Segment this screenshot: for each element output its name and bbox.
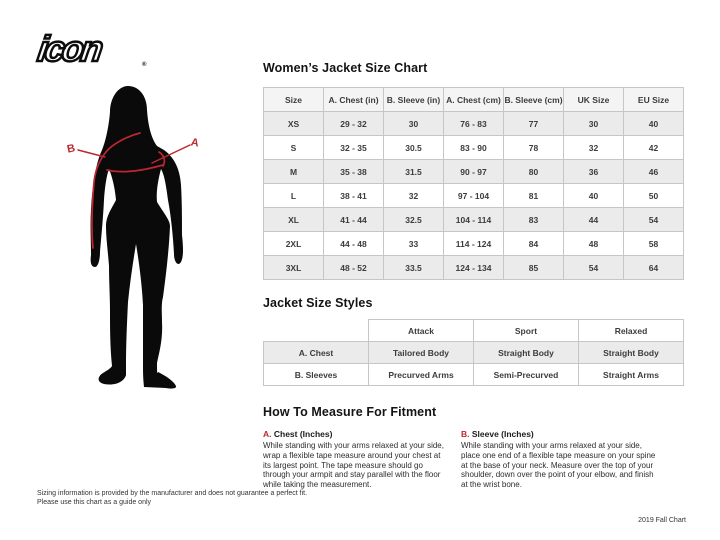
- size-cell: 35 - 38: [324, 160, 384, 184]
- style-cell: Semi-Precurved: [474, 364, 579, 386]
- size-cell: 48: [564, 232, 624, 256]
- col-header-sport: Sport: [474, 320, 579, 342]
- col-header-sleeve-cm: B. Sleeve (cm): [504, 88, 564, 112]
- size-cell: 80: [504, 160, 564, 184]
- measure-sleeve-heading: [461, 429, 657, 439]
- size-cell: 54: [564, 256, 624, 280]
- style-header-row: [264, 320, 684, 342]
- size-cell: 44 - 48: [324, 232, 384, 256]
- size-cell: 3XL: [264, 256, 324, 280]
- chart-edition: 2019 Fall Chart: [638, 517, 686, 524]
- size-cell: XL: [264, 208, 324, 232]
- col-header-eu-size: EU Size: [624, 88, 684, 112]
- size-cell: 32 - 35: [324, 136, 384, 160]
- size-cell: 64: [624, 256, 684, 280]
- col-header-attack: Attack: [369, 320, 474, 342]
- style-cell: Straight Arms: [579, 364, 684, 386]
- measure-instructions: [263, 429, 684, 490]
- size-cell: 97 - 104: [444, 184, 504, 208]
- table-row: [264, 256, 684, 280]
- measure-chest-body: While standing with your arms relaxed at your side, wrap a flexible tape measure around your chest at its largest point. The tape measure should go through your armpit and stay parallel with the floor while taking the measurement.: [263, 441, 444, 490]
- size-cell: 38 - 41: [324, 184, 384, 208]
- measure-sleeve-prefix: B.: [461, 429, 470, 439]
- woman-silhouette-svg: [40, 70, 260, 400]
- table-row: [264, 232, 684, 256]
- icon-logo-text: icon: [35, 28, 103, 69]
- size-cell: 76 - 83: [444, 112, 504, 136]
- label-a: A: [189, 136, 200, 150]
- size-cell: 114 - 124: [444, 232, 504, 256]
- col-header-size: Size: [264, 88, 324, 112]
- col-header-sleeve-in: B. Sleeve (in): [384, 88, 444, 112]
- size-cell: 42: [624, 136, 684, 160]
- measure-sleeve-label: Sleeve (Inches): [471, 429, 534, 439]
- size-cell: 40: [564, 184, 624, 208]
- size-cell: 32: [384, 184, 444, 208]
- measurement-figure: [40, 70, 260, 400]
- size-cell: XS: [264, 112, 324, 136]
- size-cell: 32: [564, 136, 624, 160]
- size-chart-title: Women’s Jacket Size Chart: [263, 61, 428, 75]
- table-row: [264, 112, 684, 136]
- measure-sleeve-column: [461, 429, 657, 490]
- measure-chest-heading: [263, 429, 450, 439]
- size-cell: 83 - 90: [444, 136, 504, 160]
- size-cell: 84: [504, 232, 564, 256]
- style-chart-title: Jacket Size Styles: [263, 296, 373, 310]
- size-chart-table: [263, 87, 684, 280]
- measure-sleeve-body: While standing with your arms relaxed at your side, place one end of a flexible tape measure on your spine at the base of your neck. Measure over the top of your shoulder, down over the point of your elbow, and finish at the wrist bone.: [461, 441, 656, 490]
- size-cell: 36: [564, 160, 624, 184]
- size-header-row: [264, 88, 684, 112]
- size-cell: 90 - 97: [444, 160, 504, 184]
- size-cell: 124 - 134: [444, 256, 504, 280]
- size-cell: 33: [384, 232, 444, 256]
- col-header-relaxed: Relaxed: [579, 320, 684, 342]
- blank-cell: [264, 320, 369, 342]
- size-cell: S: [264, 136, 324, 160]
- size-cell: 54: [624, 208, 684, 232]
- style-row-label: B. Sleeves: [264, 364, 369, 386]
- size-cell: 30: [384, 112, 444, 136]
- table-row: [264, 342, 684, 364]
- size-cell: 104 - 114: [444, 208, 504, 232]
- table-row: [264, 160, 684, 184]
- size-cell: 29 - 32: [324, 112, 384, 136]
- size-cell: 31.5: [384, 160, 444, 184]
- woman-silhouette: [91, 86, 183, 389]
- style-row-label: A. Chest: [264, 342, 369, 364]
- size-cell: 81: [504, 184, 564, 208]
- size-cell: 50: [624, 184, 684, 208]
- size-cell: 85: [504, 256, 564, 280]
- size-cell: 77: [504, 112, 564, 136]
- style-cell: Straight Body: [474, 342, 579, 364]
- sizing-disclaimer: [37, 489, 307, 507]
- measure-chest-prefix: A.: [263, 429, 272, 439]
- size-cell: L: [264, 184, 324, 208]
- size-cell: M: [264, 160, 324, 184]
- icon-logo: [35, 26, 168, 74]
- size-cell: 32.5: [384, 208, 444, 232]
- style-chart-table: [263, 319, 684, 386]
- registered-trademark-icon: ®: [142, 62, 147, 68]
- table-row: [264, 364, 684, 386]
- col-header-chest-cm: A. Chest (cm): [444, 88, 504, 112]
- size-cell: 41 - 44: [324, 208, 384, 232]
- size-cell: 83: [504, 208, 564, 232]
- style-cell: Precurved Arms: [369, 364, 474, 386]
- size-cell: 2XL: [264, 232, 324, 256]
- style-cell: Straight Body: [579, 342, 684, 364]
- disclaimer-line-2: Please use this chart as a guide only: [37, 499, 152, 506]
- col-header-uk-size: UK Size: [564, 88, 624, 112]
- size-cell: 40: [624, 112, 684, 136]
- size-cell: 58: [624, 232, 684, 256]
- size-cell: 30.5: [384, 136, 444, 160]
- measure-chest-label: Chest (Inches): [273, 429, 333, 439]
- col-header-chest-in: A. Chest (in): [324, 88, 384, 112]
- size-cell: 78: [504, 136, 564, 160]
- size-cell: 44: [564, 208, 624, 232]
- size-cell: 48 - 52: [324, 256, 384, 280]
- measure-chest-column: [263, 429, 450, 490]
- table-row: [264, 184, 684, 208]
- label-b: B: [66, 142, 77, 156]
- size-cell: 33.5: [384, 256, 444, 280]
- style-cell: Tailored Body: [369, 342, 474, 364]
- disclaimer-line-1: Sizing information is provided by the manufacturer and does not guarantee a perfect fit.: [37, 490, 308, 497]
- size-cell: 46: [624, 160, 684, 184]
- size-cell: 30: [564, 112, 624, 136]
- measure-title: How To Measure For Fitment: [263, 405, 437, 419]
- content-column: [263, 61, 684, 490]
- table-row: [264, 208, 684, 232]
- table-row: [264, 136, 684, 160]
